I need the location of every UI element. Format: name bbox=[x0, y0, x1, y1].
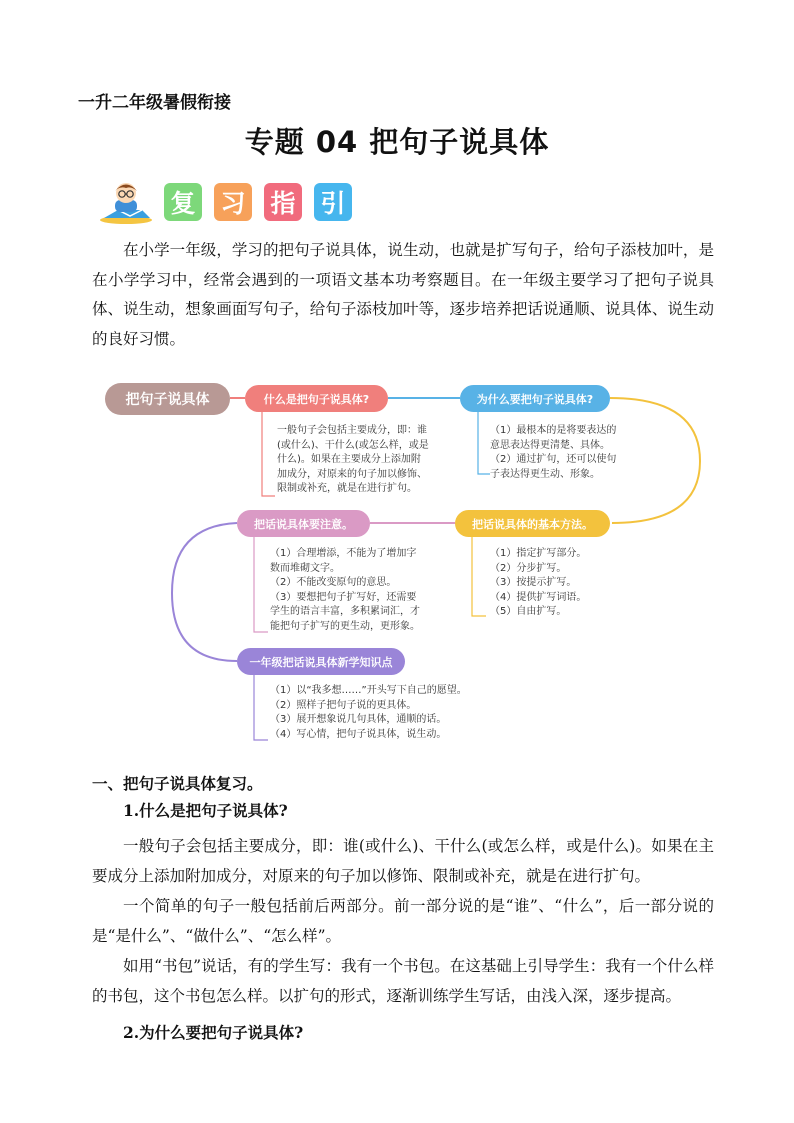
mindmap bbox=[0, 376, 794, 756]
node-title-what: 什么是把句子说具体? bbox=[245, 385, 388, 412]
review-tile-4: 引 bbox=[314, 183, 352, 221]
review-tile-2: 习 bbox=[214, 183, 252, 221]
body-paragraph: 一个简单的句子一般包括前后两部分。前一部分说的是“谁”、“什么”，后一部分说的是“是什么”、“做什么”、“怎么样”。 bbox=[92, 897, 714, 945]
node-title-notes: 把话说具体要注意。 bbox=[237, 510, 370, 537]
node-text-what: 一般句子会包括主要成分，即：谁 (或什么)、干什么(或怎么样，或是 什么)。如果在主要成分上添加附 加成分，对原来的句子加以修饰、 限制或补充，就是在进行扩句。 bbox=[277, 425, 429, 494]
section-heading: 一、把句子说具体复习。 bbox=[92, 774, 263, 793]
student-reading-icon bbox=[98, 180, 156, 224]
node-title-new-knowledge: 一年级把话说具体新学知识点 bbox=[237, 648, 405, 675]
node-text-methods: （1）指定扩写部分。 （2）分步扩写。 （3）按提示扩写。 （4）提供扩写词语。 （5）自由扩写。 bbox=[490, 548, 587, 617]
mindmap-root: 把句子说具体 bbox=[105, 383, 230, 415]
node-title-methods: 把话说具体的基本方法。 bbox=[455, 510, 610, 537]
node-text-why: （1）最根本的是将要表达的 意思表达得更清楚、具体。 （2）通过扩句，还可以使句 子表达得更生动、形象。 bbox=[490, 425, 617, 480]
node-text-new-knowledge: （1）以“我多想……”开头写下自己的愿望。 （2）照样子把句子说的更具体。 （3）展开想象说几句具体，通顺的话。 （4）写心情，把句子说具体，说生动。 bbox=[270, 685, 467, 740]
review-banner bbox=[98, 180, 364, 224]
question-1: 1.什么是把句子说具体? bbox=[123, 801, 288, 820]
body-paragraph: 一般句子会包括主要成分，即：谁(或什么)、干什么(或怎么样，或是什么)。如果在主要成分上添加附加成分，对原来的句子加以修饰、限制或补充，就是在进行扩句。 bbox=[92, 837, 714, 885]
node-text-notes: （1）合理增添，不能为了增加字 数而堆砌文字。 （2）不能改变原句的意思。 （3）要想把句子扩写好，还需要 学生的语言丰富，多积累词汇，才 能把句子扩写的更生动，更形象。 bbox=[270, 548, 420, 632]
review-tile-3: 指 bbox=[264, 183, 302, 221]
review-tile-1: 复 bbox=[164, 183, 202, 221]
body-paragraph: 如用“书包”说话，有的学生写：我有一个书包。在这基础上引导学生：我有一个什么样的书包，这个书包怎么样。以扩句的形式，逐渐训练学生写话，由浅入深，逐步提高。 bbox=[92, 957, 714, 1005]
question-2: 2.为什么要把句子说具体? bbox=[123, 1023, 304, 1042]
page-title: 专题 04 把句子说具体 bbox=[244, 125, 550, 159]
intro-paragraph: 在小学一年级，学习的把句子说具体，说生动，也就是扩写句子，给句子添枝加叶，是在小学学习中，经常会遇到的一项语文基本功考察题目。在一年级主要学习了把句子说具体、说生动，想象画面写句子，给句子添枝加叶等，逐步培养把话说通顺、说具体、说生动的良好习惯。 bbox=[92, 241, 714, 348]
series-label: 一升二年级暑假衔接 bbox=[78, 93, 231, 113]
section-body bbox=[92, 831, 714, 1011]
node-title-why: 为什么要把句子说具体? bbox=[460, 385, 610, 412]
